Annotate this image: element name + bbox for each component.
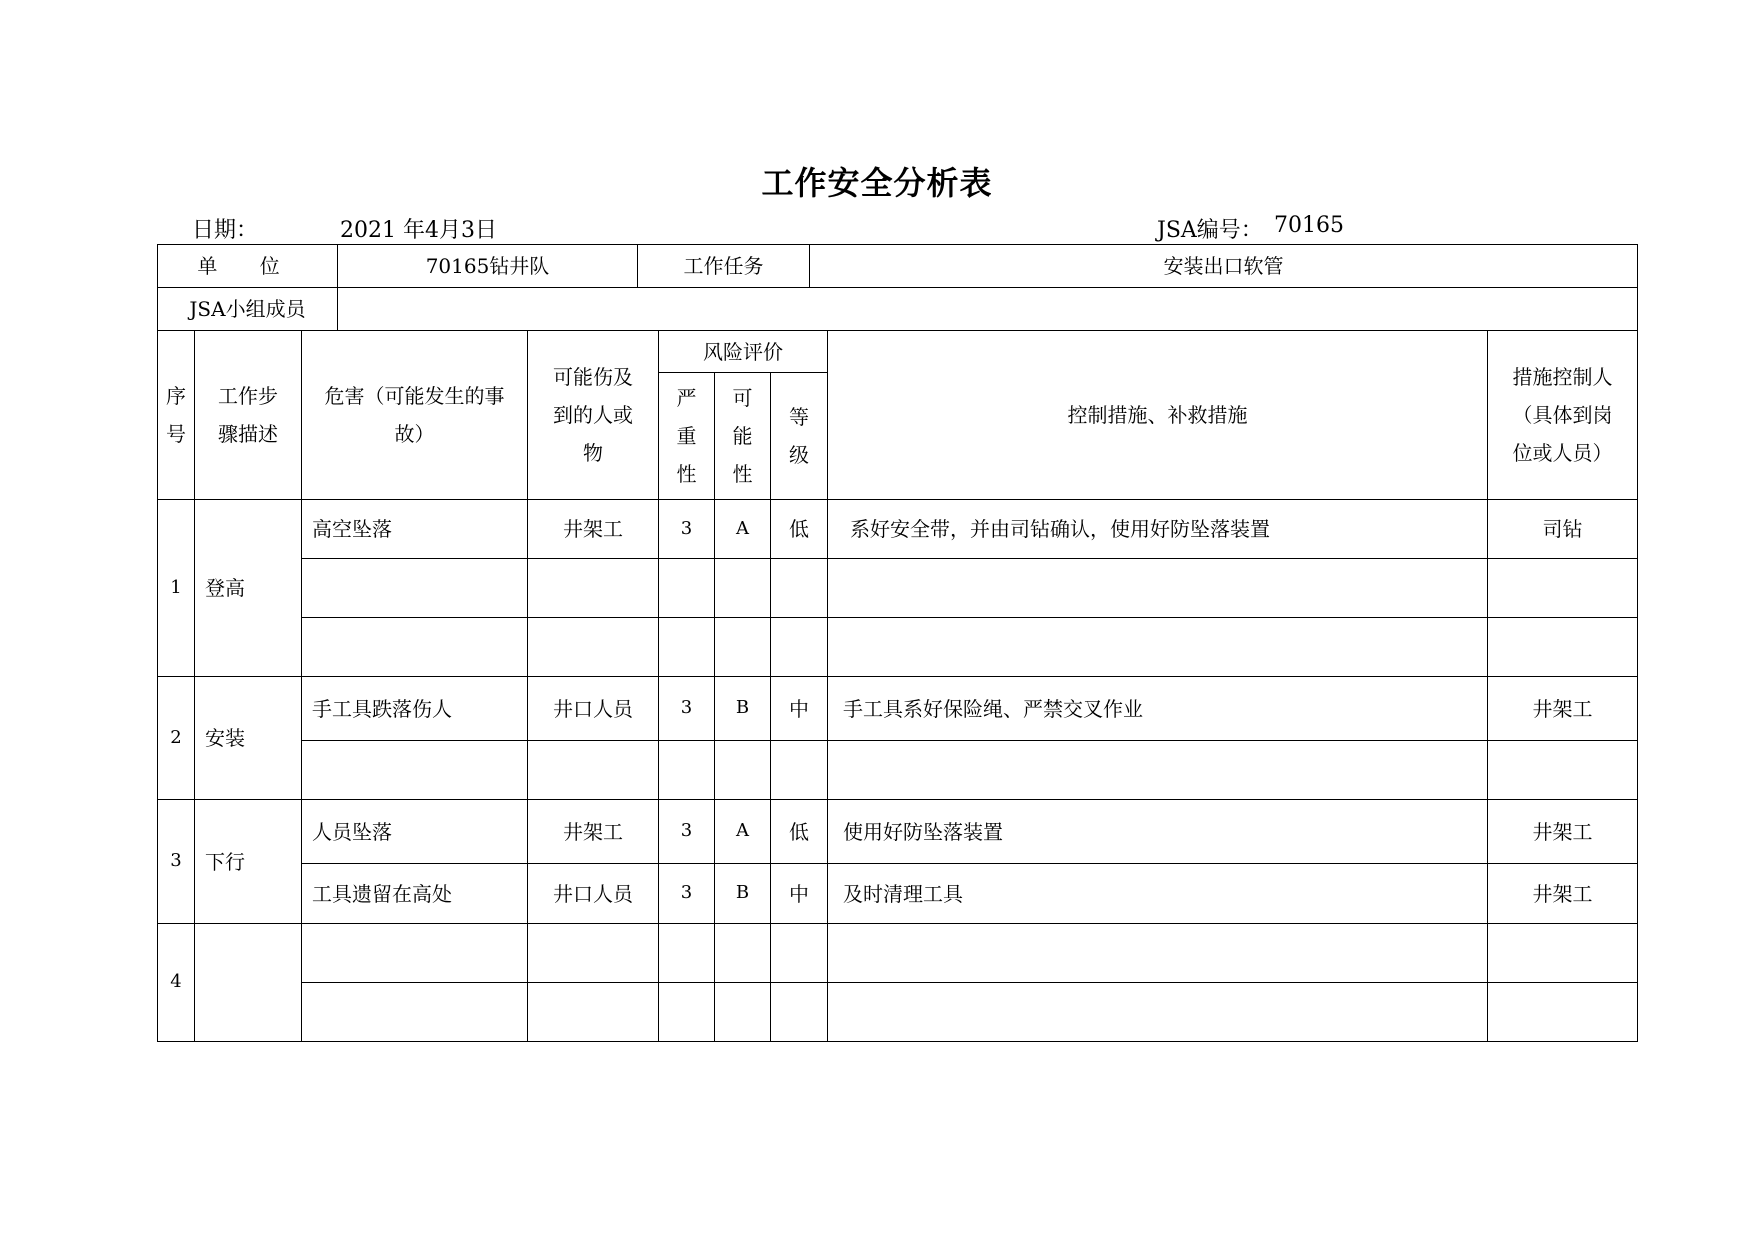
- grade-cell: 低: [771, 500, 828, 559]
- hazard-cell: [302, 559, 528, 618]
- control-cell: [828, 559, 1488, 618]
- likelihood-cell: [715, 559, 771, 618]
- owner-cell: 井架工: [1488, 864, 1638, 924]
- col-severity-line-1: 严: [676, 386, 697, 410]
- likelihood-cell: [715, 983, 771, 1042]
- control-cell: [828, 618, 1488, 677]
- col-controls-header: 控制措施、补救措施: [828, 331, 1488, 500]
- grade-cell: [771, 924, 828, 983]
- table-row: [158, 559, 1638, 618]
- hazard-cell: 手工具跌落伤人: [302, 677, 528, 741]
- affected-cell: 井架工: [528, 500, 659, 559]
- step-description: 安装: [195, 677, 302, 800]
- date-value: 2021 年4月3日: [340, 218, 497, 243]
- control-cell: 及时清理工具: [828, 864, 1488, 924]
- likelihood-cell: [715, 741, 771, 800]
- step-seq: 4: [158, 924, 195, 1042]
- col-severity-line-3: 性: [676, 462, 697, 486]
- affected-cell: 井口人员: [528, 677, 659, 741]
- hazard-cell: 人员坠落: [302, 800, 528, 864]
- col-grade-line-1: 等: [789, 405, 809, 429]
- table-row: [158, 864, 1638, 924]
- col-grade-header: [771, 373, 828, 500]
- col-likelihood-line-3: 性: [732, 462, 753, 486]
- col-owner-line-1: 措施控制人: [1512, 365, 1613, 389]
- affected-cell: [528, 741, 659, 800]
- grade-cell: [771, 559, 828, 618]
- step-seq: 3: [158, 800, 195, 924]
- likelihood-cell: [715, 618, 771, 677]
- unit-label: 单 位: [158, 245, 338, 288]
- hazard-cell: 高空坠落: [302, 500, 528, 559]
- table-row: [158, 500, 1638, 559]
- affected-cell: [528, 618, 659, 677]
- col-seq-line-1: 序: [166, 384, 186, 408]
- likelihood-cell: B: [715, 677, 771, 741]
- control-cell: [828, 924, 1488, 983]
- owner-cell: 井架工: [1488, 677, 1638, 741]
- affected-cell: [528, 924, 659, 983]
- likelihood-cell: A: [715, 500, 771, 559]
- col-hazard-header: [302, 331, 528, 500]
- analysis-table: [157, 330, 1638, 1042]
- step-seq: 1: [158, 500, 195, 677]
- affected-cell: [528, 983, 659, 1042]
- col-owner-line-3: 位或人员）: [1512, 441, 1613, 465]
- col-likelihood-line-2: 能: [732, 424, 753, 448]
- hazard-cell: [302, 983, 528, 1042]
- hazard-cell: [302, 741, 528, 800]
- severity-cell: 3: [659, 500, 715, 559]
- col-severity-header: [659, 373, 715, 500]
- col-likelihood-line-1: 可: [732, 386, 753, 410]
- owner-cell: [1488, 559, 1638, 618]
- control-cell: 使用好防坠落装置: [828, 800, 1488, 864]
- affected-cell: 井口人员: [528, 864, 659, 924]
- date-label: 日期：: [192, 218, 259, 243]
- table-row: [158, 618, 1638, 677]
- col-owner-line-2: （具体到岗: [1512, 403, 1613, 427]
- col-step-line-2: 骤描述: [218, 422, 278, 446]
- hazard-cell: [302, 618, 528, 677]
- owner-cell: [1488, 983, 1638, 1042]
- severity-cell: 3: [659, 864, 715, 924]
- table-row: [158, 800, 1638, 864]
- members-value: [338, 288, 1638, 331]
- task-label: 工作任务: [638, 245, 810, 288]
- grade-cell: 中: [771, 677, 828, 741]
- step-description: [195, 924, 302, 1042]
- jsa-number-label: JSA编号：: [1157, 218, 1263, 243]
- owner-cell: 井架工: [1488, 800, 1638, 864]
- col-owner-header: [1488, 331, 1638, 500]
- grade-cell: 中: [771, 864, 828, 924]
- col-affected-line-2: 到的人或: [553, 403, 633, 427]
- owner-cell: [1488, 924, 1638, 983]
- col-hazard-line-2: 故）: [394, 422, 435, 446]
- severity-cell: 3: [659, 800, 715, 864]
- severity-cell: [659, 924, 715, 983]
- grade-cell: 低: [771, 800, 828, 864]
- col-severity-line-2: 重: [676, 424, 697, 448]
- likelihood-cell: A: [715, 800, 771, 864]
- step-seq: 2: [158, 677, 195, 800]
- col-risk-header: 风险评价: [659, 331, 828, 373]
- table-row: [158, 741, 1638, 800]
- members-label: JSA小组成员: [158, 288, 338, 331]
- col-likelihood-header: [715, 373, 771, 500]
- task-value: 安装出口软管: [810, 245, 1638, 288]
- severity-cell: [659, 741, 715, 800]
- hazard-cell: 工具遗留在高处: [302, 864, 528, 924]
- col-seq-header: [158, 331, 195, 500]
- control-cell: [828, 983, 1488, 1042]
- grade-cell: [771, 983, 828, 1042]
- owner-cell: 司钻: [1488, 500, 1638, 559]
- col-hazard-line-1: 危害（可能发生的事: [324, 384, 505, 408]
- table-row: [158, 677, 1638, 741]
- owner-cell: [1488, 741, 1638, 800]
- col-step-header: [195, 331, 302, 500]
- severity-cell: [659, 559, 715, 618]
- jsa-number-value: 70165: [1274, 213, 1344, 238]
- grade-cell: [771, 741, 828, 800]
- col-affected-header: [528, 331, 659, 500]
- step-description: 下行: [195, 800, 302, 924]
- hazard-cell: [302, 924, 528, 983]
- likelihood-cell: B: [715, 864, 771, 924]
- unit-value: 70165钻井队: [338, 245, 638, 288]
- step-description: 登高: [195, 500, 302, 677]
- col-grade-line-2: 级: [789, 443, 809, 467]
- owner-cell: [1488, 618, 1638, 677]
- severity-cell: [659, 618, 715, 677]
- likelihood-cell: [715, 924, 771, 983]
- affected-cell: [528, 559, 659, 618]
- col-affected-line-1: 可能伤及: [553, 365, 633, 389]
- col-seq-line-2: 号: [166, 422, 186, 446]
- page-title: 工作安全分析表: [761, 164, 993, 202]
- severity-cell: 3: [659, 677, 715, 741]
- table-row: [158, 924, 1638, 983]
- grade-cell: [771, 618, 828, 677]
- control-cell: 系好安全带，并由司钻确认，使用好防坠落装置: [828, 500, 1488, 559]
- col-affected-line-3: 物: [583, 441, 603, 465]
- severity-cell: [659, 983, 715, 1042]
- control-cell: 手工具系好保险绳、严禁交叉作业: [828, 677, 1488, 741]
- control-cell: [828, 741, 1488, 800]
- col-step-line-1: 工作步: [218, 384, 278, 408]
- table-row: [158, 983, 1638, 1042]
- affected-cell: 井架工: [528, 800, 659, 864]
- info-table: [157, 244, 1638, 331]
